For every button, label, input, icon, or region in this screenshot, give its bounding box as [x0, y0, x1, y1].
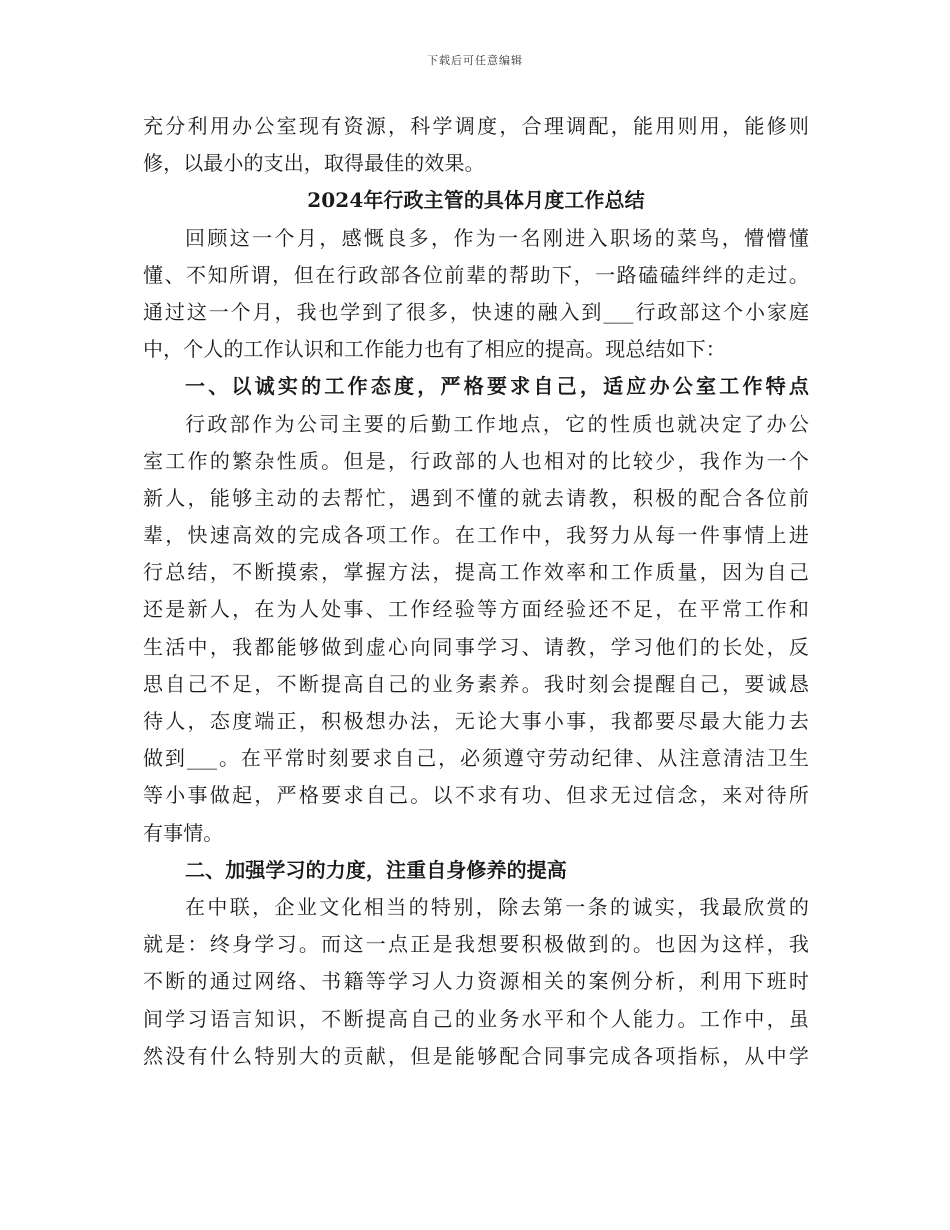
text-line: 修，以最小的支出，取得最佳的效果。	[143, 151, 485, 176]
text-line: 然没有什么特别大的贡献，但是能够配合同事完成各项指标，从中学	[143, 1043, 809, 1068]
text-line: 不断的通过网络、书籍等学习人力资源相关的案例分析，利用下班时	[143, 969, 809, 994]
text-line: 做到___。在平常时刻要求自己，必须遵守劳动纪律、从注意清洁卫生	[143, 746, 809, 771]
text-line: 有事情。	[143, 820, 224, 845]
section-heading-2: 二、加强学习的力度，注重自身修养的提高	[185, 857, 567, 882]
text-line: 间学习语言知识，不断提高自己的业务水平和个人能力。工作中，虽	[143, 1006, 809, 1031]
text-line: 新人，能够主动的去帮忙，遇到不懂的就去请教，积极的配合各位前	[143, 485, 809, 510]
text-line: 还是新人，在为人处事、工作经验等方面经验还不足，在平常工作和	[143, 597, 809, 622]
text-line: 辈，快速高效的完成各项工作。在工作中，我努力从每一件事情上进	[143, 523, 809, 548]
text-line: 就是：终身学习。而这一点正是我想要积极做到的。也因为这样，我	[143, 932, 809, 957]
document-title: 2024年行政主管的具体月度工作总结	[307, 188, 645, 213]
text-line: 行总结，不断摸索，掌握方法，提高工作效率和工作质量，因为自己	[143, 560, 809, 585]
paragraph-start-line: 回顾这一个月，感慨良多，作为一名刚进入职场的菜鸟，懵懵懂	[185, 225, 809, 250]
text-line: 充分利用办公室现有资源，科学调度，合理调配，能用则用，能修则	[143, 114, 809, 138]
text-line: 思自己不足，不断提高自己的业务素养。我时刻会提醒自己，要诚恳	[143, 671, 809, 696]
paragraph-start-line: 在中联，企业文化相当的特别，除去第一条的诚实，我最欣赏的	[185, 894, 809, 919]
text-line: 中，个人的工作认识和工作能力也有了相应的提高。现总结如下：	[143, 337, 726, 362]
text-line: 待人，态度端正，积极想办法，无论大事小事，我都要尽最大能力去	[143, 709, 809, 733]
text-line: 室工作的繁杂性质。但是，行政部的人也相对的比较少，我作为一个	[143, 448, 809, 473]
document-body	[143, 108, 809, 1075]
text-line: 懂、不知所谓，但在行政部各位前辈的帮助下，一路磕磕绊绊的走过。	[143, 262, 809, 287]
text-line: 生活中，我都能够做到虚心向同事学习、请教，学习他们的长处，反	[143, 634, 809, 659]
text-line: 等小事做起，严格要求自己。以不求有功、但求无过信念，来对待所	[143, 783, 809, 808]
paragraph-start-line: 行政部作为公司主要的后勤工作地点，它的性质也就决定了办公	[185, 411, 809, 436]
header-note: 下载后可任意编辑	[427, 54, 523, 67]
text-line: 通过这一个月，我也学到了很多，快速的融入到___行政部这个小家庭	[143, 299, 809, 324]
section-heading-1: 一、以诚实的工作态度，严格要求自己，适应办公室工作特点	[185, 374, 809, 399]
